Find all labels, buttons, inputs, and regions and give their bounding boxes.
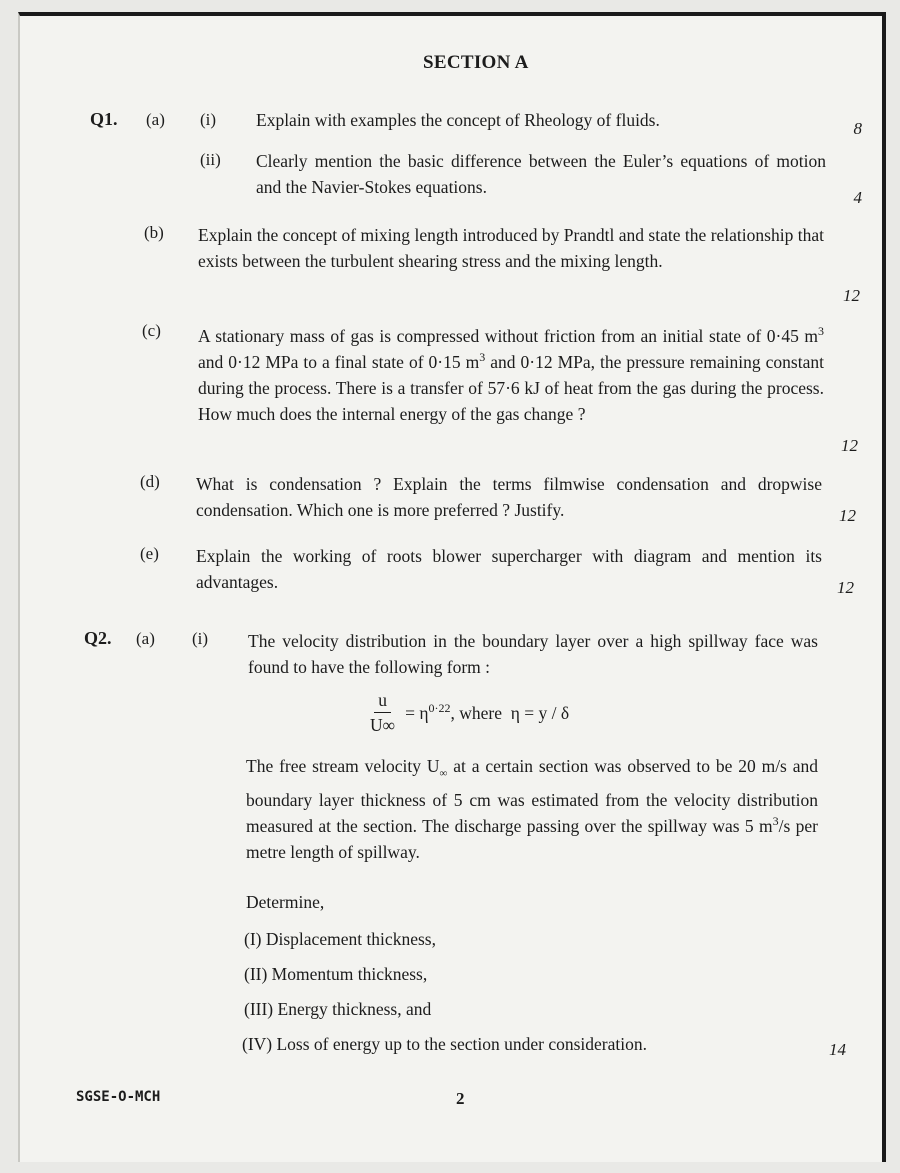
list-item-energy-loss: (IV) Loss of energy up to the section under consideration. [242,1034,647,1054]
q1-part-b-label: (b) [144,223,164,242]
q1-d-marks: 12 [839,506,856,525]
paper-code: SGSE-O-MCH [76,1089,161,1105]
q1-a-i-text: Explain with examples the concept of Rheology of fluids. [256,110,660,130]
q1-a-i-marks: 8 [853,119,862,138]
q1-part-c-label: (c) [142,321,161,340]
determine-label: Determine, [246,892,325,912]
question-number-q1: Q1. [90,109,118,129]
page-number: 2 [456,1089,465,1108]
q2-part-a-label: (a) [136,629,155,648]
list-item-displacement: (I) Displacement thickness, [244,929,436,949]
q1-part-a-label: (a) [146,110,165,129]
velocity-equation [366,690,569,736]
q1-e-text: Explain the working of roots blower supercharger with diagram and mention its advantages. [196,546,822,592]
q1-part-e-label: (e) [140,544,159,563]
q1-part-d-label: (d) [140,472,160,491]
question-number-q2: Q2. [84,628,112,648]
eq-numerator: u [374,690,391,713]
q1-c-marks: 12 [841,436,858,455]
q1-a-ii-marks: 4 [853,188,862,207]
q1-b-marks: 12 [843,286,860,305]
q2-a-i-paragraph: The free stream velocity $U_\infty$ at a certain section was observed to be 20 m/s and boundary layer thickness of 5 cm was estimated from the velocity distribution measured at the section. The discharge passing over the spillway was 5 $m^3/s$ per metre length of spillway. [246,756,818,862]
velocity-ratio-fraction [366,690,399,736]
exam-page [18,12,886,1162]
q1-d-text: What is condensation ? Explain the terms filmwise condensation and dropwise condensation. Which one is more preferred ? Justify. [196,474,822,520]
q2-a-i-marks: 14 [829,1040,846,1059]
list-item-energy: (III) Energy thickness, and [244,999,432,1019]
eq-denominator: U∞ [370,715,396,735]
q2-a-i-label: (i) [192,629,209,648]
q1-e-marks: 12 [837,578,854,597]
q1-a-i-label: (i) [200,110,217,129]
q1-a-ii-label: (ii) [200,150,221,169]
eq-rhs: = $\eta^{0\cdot 22}$, where η = y / δ [405,700,570,723]
section-title: SECTION A [423,52,529,73]
q1-b-text: Explain the concept of mixing length introduced by Prandtl and state the relationship that exists between the turbulent shearing stress and the mixing length. [198,225,824,271]
q2-a-i-intro: The velocity distribution in the boundary layer over a high spillway face was found to have the following form : [248,631,818,677]
q1-c-text: A stationary mass of gas is compressed without friction from an initial state of 0·45 $m^3$ and 0·12 MPa to a final state of 0·15 $m^3$ and 0·12 MPa, the pressure remaining constant during the process. There is a transfer of 57·6 kJ of heat from the gas during the process. How much does the internal energy of the gas change ? [198,324,824,424]
list-item-momentum: (II) Momentum thickness, [244,964,428,984]
q1-a-ii-text: Clearly mention the basic difference between the Euler’s equations of motion and the Navier-Stokes equations. [256,151,826,197]
